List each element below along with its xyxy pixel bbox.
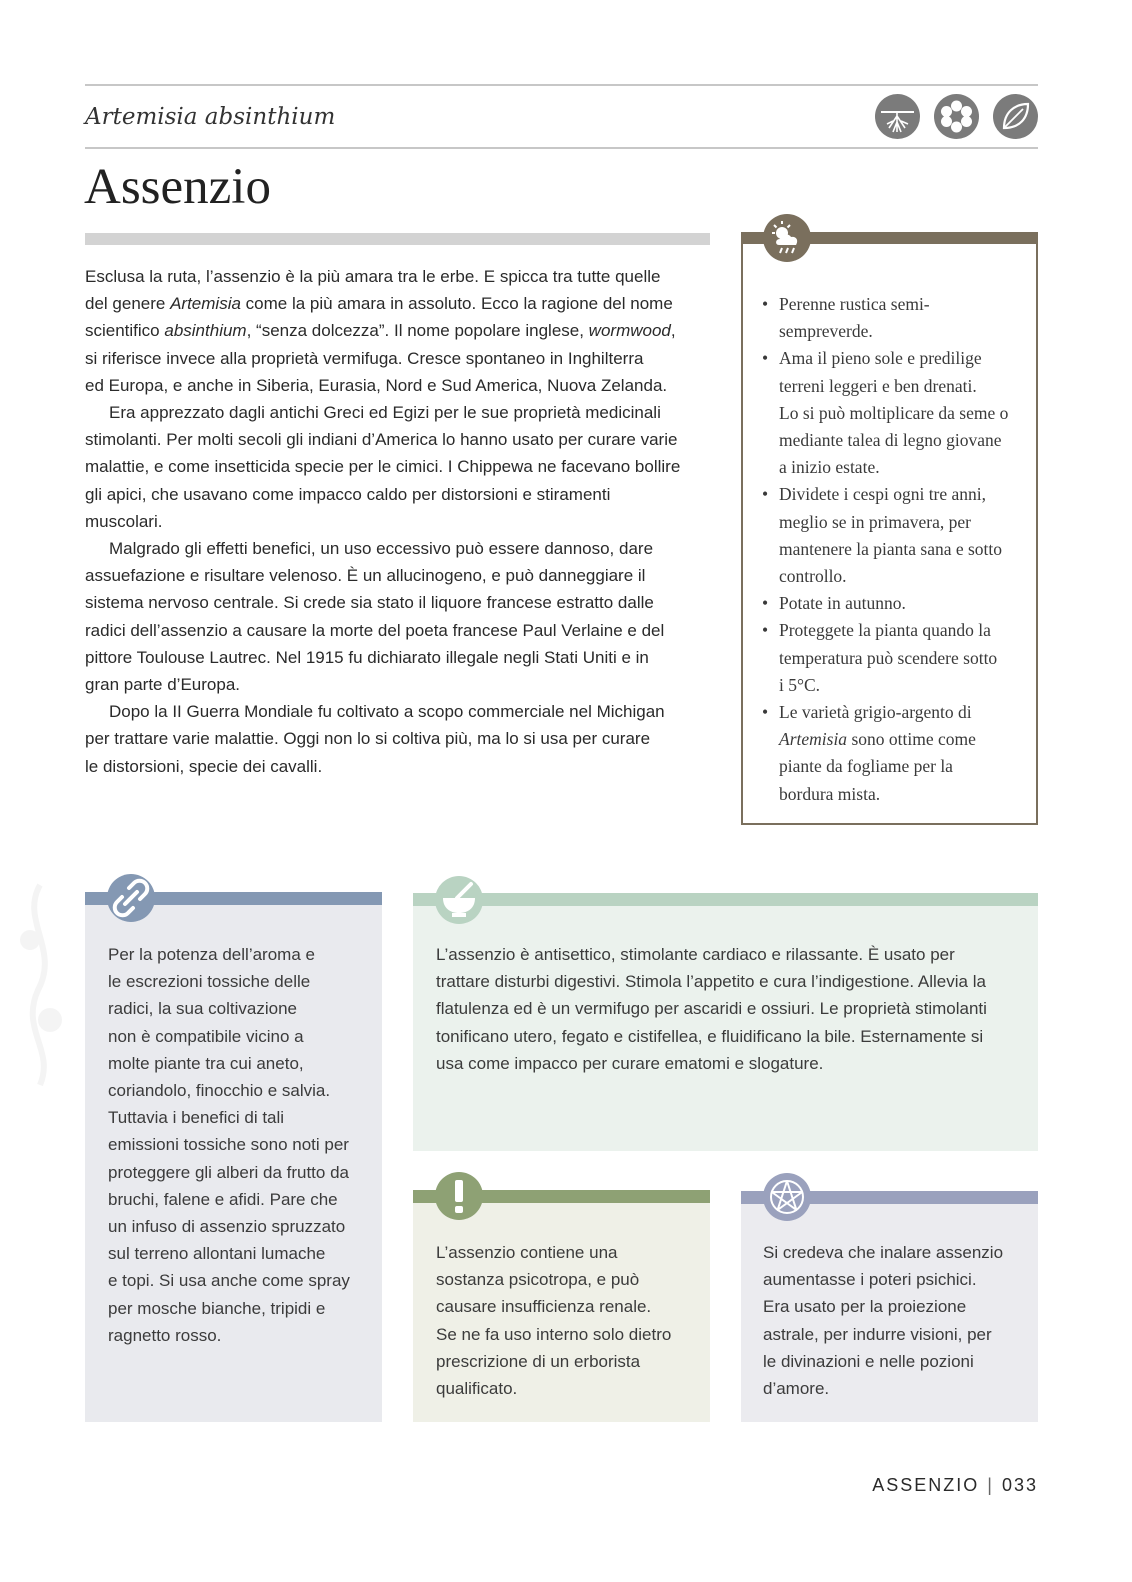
list-item: • Le varietà grigio-argento di Artemisia sono ottime come piante da fogliame per la bordura mista. <box>762 699 1024 808</box>
latin-name: Artemisia absinthium <box>85 104 336 130</box>
list-item: • Potate in autunno. <box>762 590 1024 617</box>
companion-text: Per la potenza dell’aroma e le escrezioni tossiche delle radici, la sua coltivazione non è compatibile vicino a molte piante tra cui aneto, coriandolo, finocchio e salvia. Tuttavia i benefici di tali emissioni tossiche sono noti per proteggere gli alberi da frutto da bruchi, falene e afidi. Pare che un infuso di assenzio spruzzato sul terreno allontani lumache e topi. Si usa anche come spray per mosche bianche, tripidi e ragnetto rosso. <box>108 945 350 1345</box>
pentagram-icon <box>763 1173 811 1221</box>
intro-paragraph-3: Malgrado gli effetti benefici, un uso eccessivo può essere dannoso, dare assuefazione e risultare velenoso. È un allucinogeno, e può danneggiare il sistema nervoso centrale. Si crede sia stato il liquore francese estratto dalle radici dell’assenzio a causare la morte del poeta francese Paul Verlaine e del pittore Toulouse Lautrec. Nel 1915 fu dichiarato illegale negli Stati Uniti e in gran parte d’Europa. <box>85 539 665 695</box>
header-top-rule <box>85 84 1038 86</box>
medicinal-text: L’assenzio è antisettico, stimolante cardiaco e rilassante. È usato per trattare disturbi digestivi. Stimola l’appetito e cura l’indigestione. Allevia la flatulenza ed è un vermifugo per ascaridi e ossiuri. Le proprietà stimolanti tonificano utero, fegato e cistifellea, e fluidificano la bile. Esternamente si usa come impacco per curare ematomi e slogature. <box>436 945 987 1073</box>
intro-text <box>85 263 713 780</box>
mortar-pestle-icon <box>435 876 483 924</box>
intro-divider-bar <box>85 233 710 245</box>
intro-paragraph-1: Esclusa la ruta, l’assenzio è la più amara tra le erbe. E spicca tra tutte quelle del genere Artemisia come la più amara in assoluto. Ecco la ragione del nome scientifico absinthium, “senza dolcezza”. Il nome popolare inglese, wormwood, si riferisce invece alla proprietà vermifuga. Cresce spontaneo in Inghilterra ed Europa, e anche in Siberia, Eurasia, Nord e Sud America, Nuova Zelanda. <box>85 267 676 395</box>
root-icon <box>875 94 920 139</box>
exclamation-icon <box>435 1172 483 1220</box>
header-bottom-rule <box>85 147 1038 149</box>
intro-paragraph-2: Era apprezzato dagli antichi Greci ed Egizi per le sue proprietà medicinali stimolanti. Per molti secoli gli indiani d’America lo hanno usato per curare varie malattie, e come insetticida specie per le cimici. I Chippewa ne facevano bollire gli apici, che usavano come impacco caldo per distorsioni e stiramenti muscolari. <box>85 403 681 531</box>
page-footer <box>872 1475 1038 1496</box>
flower-icon <box>934 94 979 139</box>
list-item: • Proteggete la pianta quando la temperatura può scendere sotto i 5°C. <box>762 617 1024 699</box>
sun-cloud-rain-icon <box>763 214 811 262</box>
intro-paragraph-4: Dopo la II Guerra Mondiale fu coltivato a scopo commerciale nel Michigan per trattare varie malattie. Oggi non lo si coltiva più, ma lo si usa per curare le distorsioni, specie dei cavalli. <box>85 702 665 776</box>
link-chain-icon <box>107 874 155 922</box>
list-item: • Ama il pieno sole e predilige terreni leggeri e ben drenati. Lo si può moltiplicare da seme o mediante talea di legno giovane a inizio estate. <box>762 345 1024 481</box>
list-item: • Perenne rustica semi- sempreverde. <box>762 291 1024 345</box>
warning-text: L’assenzio contiene una sostanza psicotropa, e può causare insufficienza renale. Se ne fa uso interno solo dietro prescrizione di un erborista qualificato. <box>436 1243 672 1399</box>
leaf-icon <box>993 94 1038 139</box>
page-number: 033 <box>1001 1475 1038 1495</box>
list-item: • Dividete i cespi ogni tre anni, meglio se in primavera, per mantenere la pianta sana e sotto controllo. <box>762 481 1024 590</box>
growing-list <box>762 291 1024 808</box>
magic-text: Si credeva che inalare assenzio aumentasse i poteri psichici. Era usato per la proiezione astrale, per indurre visioni, per le divinazioni e nelle pozioni d’amore. <box>763 1243 1004 1399</box>
page-title: Assenzio <box>84 159 271 215</box>
footer-separator: | <box>987 1475 994 1495</box>
medicinal-panel-bar <box>413 893 1038 906</box>
faint-plant-decoration <box>10 880 70 1090</box>
footer-section-name: ASSENZIO <box>872 1475 980 1495</box>
